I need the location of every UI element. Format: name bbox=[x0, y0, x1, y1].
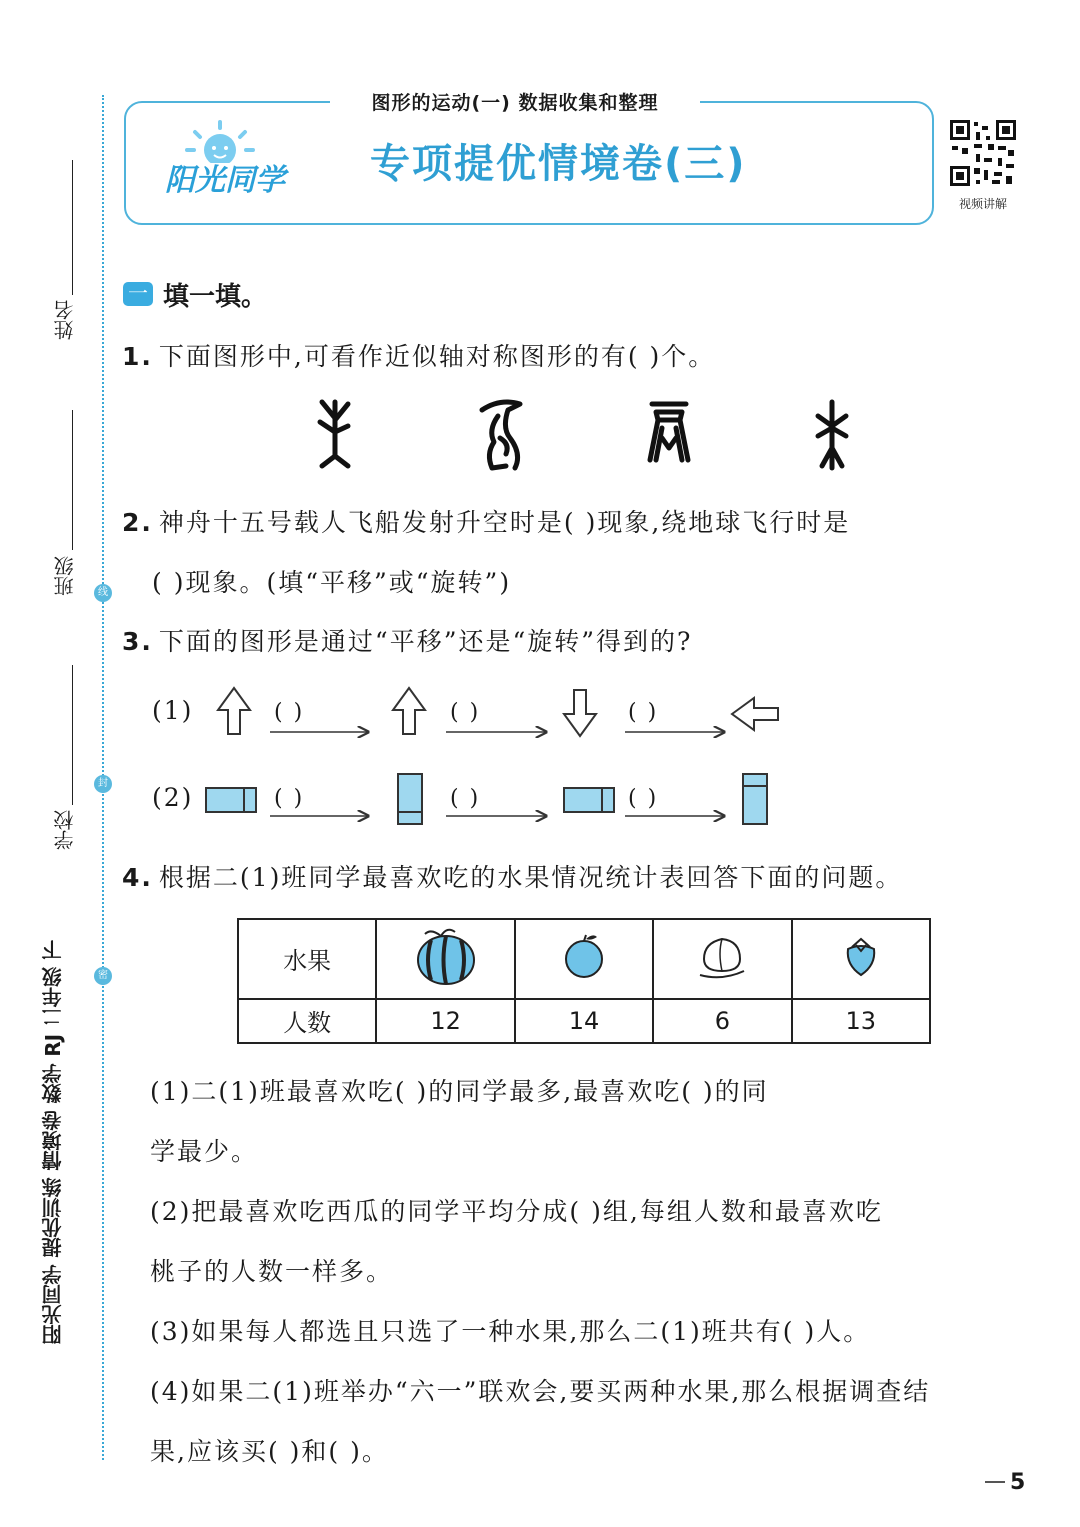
oracle-figure-3-icon bbox=[650, 404, 688, 460]
q4-sub1-line2: 学最少。 bbox=[150, 1137, 259, 1166]
oracle-figure-1-icon bbox=[320, 402, 348, 466]
strawberry-icon bbox=[836, 931, 886, 981]
q3-blank[interactable]: ( ) bbox=[450, 786, 481, 811]
q3-row1-label: (1) bbox=[152, 696, 194, 725]
oracle-figure-4-icon bbox=[818, 402, 846, 468]
brand-logo: 阳光同学 bbox=[165, 163, 285, 198]
section-badge: 一 bbox=[123, 282, 153, 306]
q4-sub4-line1: (4)如果二(1)班举办“六一”联欢会,要买两种水果,那么根据调查结 bbox=[150, 1377, 931, 1406]
question-2 bbox=[122, 503, 850, 539]
book-info: 阳光同学 提优训练 情境卷 数学 RJ 二年级 下 bbox=[41, 940, 65, 1345]
vertical-rect-shape-icon bbox=[743, 774, 767, 824]
count-watermelon: 12 bbox=[376, 999, 514, 1043]
count-peach: 6 bbox=[653, 999, 791, 1043]
q4-sub2-line1: (2)把最喜欢吃西瓜的同学平均分成( )组,每组人数和最喜欢吃 bbox=[150, 1197, 883, 1226]
page-number: 5 bbox=[1010, 1470, 1026, 1495]
table-row bbox=[238, 999, 930, 1043]
horizontal-rect-shape-icon bbox=[564, 788, 614, 812]
oracle-figure-2-icon bbox=[482, 402, 520, 468]
class-label: 班级 bbox=[53, 556, 77, 596]
oracle-figures bbox=[310, 398, 870, 476]
question-2-line2: ( )现象。(填“平移”或“旋转”) bbox=[152, 568, 512, 597]
table-cell-watermelon bbox=[376, 919, 514, 999]
table-cell-peach bbox=[653, 919, 791, 999]
count-apple: 14 bbox=[515, 999, 653, 1043]
up-arrow-shape-icon bbox=[218, 688, 250, 734]
binding-mark-close: 密 bbox=[94, 967, 112, 985]
page-number-dash bbox=[985, 1481, 1005, 1483]
table-header-count: 人数 bbox=[238, 999, 376, 1043]
unit-label: 图形的运动(一) 数据收集和整理 bbox=[330, 88, 700, 115]
q3-row2-label: (2) bbox=[152, 783, 194, 812]
fruit-table bbox=[237, 918, 931, 1044]
question-3 bbox=[122, 622, 692, 658]
q3-blank[interactable]: ( ) bbox=[628, 786, 659, 811]
qr-code-icon[interactable] bbox=[948, 118, 1018, 188]
table-row bbox=[238, 919, 930, 999]
peach-icon bbox=[692, 931, 752, 981]
vertical-rect-shape-icon bbox=[398, 774, 422, 824]
apple-icon bbox=[559, 931, 609, 981]
q3-transform-figures bbox=[200, 680, 800, 830]
name-label: 姓名 bbox=[53, 300, 77, 340]
question-text: 根据二(1)班同学最喜欢吃的水果情况统计表回答下面的问题。 bbox=[158, 863, 903, 892]
question-number: 2. bbox=[122, 508, 153, 537]
horizontal-rect-shape-icon bbox=[206, 788, 256, 812]
q4-sub3: (3)如果每人都选且只选了一种水果,那么二(1)班共有( )人。 bbox=[150, 1317, 871, 1346]
q4-sub4-line2: 果,应该买( )和( )。 bbox=[150, 1437, 389, 1466]
q3-blank[interactable]: ( ) bbox=[274, 700, 305, 725]
question-text: 下面的图形是通过“平移”还是“旋转”得到的? bbox=[158, 627, 693, 656]
school-line bbox=[72, 665, 73, 805]
q3-blank[interactable]: ( ) bbox=[628, 700, 659, 725]
left-arrow-shape-icon bbox=[732, 698, 778, 730]
q3-blank[interactable]: ( ) bbox=[274, 786, 305, 811]
q4-sub2-line2: 桃子的人数一样多。 bbox=[150, 1257, 394, 1286]
class-line bbox=[72, 410, 73, 550]
binding-mark-line: 线 bbox=[94, 584, 112, 602]
question-number: 1. bbox=[122, 342, 153, 371]
binding-mark-seal: 封 bbox=[94, 775, 112, 793]
page-title: 专项提优情境卷(三) bbox=[370, 141, 747, 187]
count-strawberry: 13 bbox=[792, 999, 930, 1043]
watermelon-icon bbox=[411, 926, 481, 986]
up-arrow-shape-icon bbox=[393, 688, 425, 734]
table-header-fruit: 水果 bbox=[238, 919, 376, 999]
question-4 bbox=[122, 858, 902, 894]
table-cell-strawberry bbox=[792, 919, 930, 999]
section-title: 填一填。 bbox=[163, 282, 268, 312]
school-label: 学校 bbox=[53, 810, 77, 850]
question-1 bbox=[122, 337, 715, 373]
q3-blank[interactable]: ( ) bbox=[450, 700, 481, 725]
question-number: 4. bbox=[122, 863, 153, 892]
question-number: 3. bbox=[122, 627, 153, 656]
question-text: 下面图形中,可看作近似轴对称图形的有( )个。 bbox=[158, 342, 716, 371]
table-cell-apple bbox=[515, 919, 653, 999]
name-line bbox=[72, 160, 73, 295]
question-text-line1: 神舟十五号载人飞船发射升空时是( )现象,绕地球飞行时是 bbox=[158, 508, 851, 537]
q4-sub1-line1: (1)二(1)班最喜欢吃( )的同学最多,最喜欢吃( )的同 bbox=[150, 1077, 769, 1106]
qr-caption: 视频讲解 bbox=[958, 197, 1007, 211]
down-arrow-shape-icon bbox=[564, 690, 596, 736]
